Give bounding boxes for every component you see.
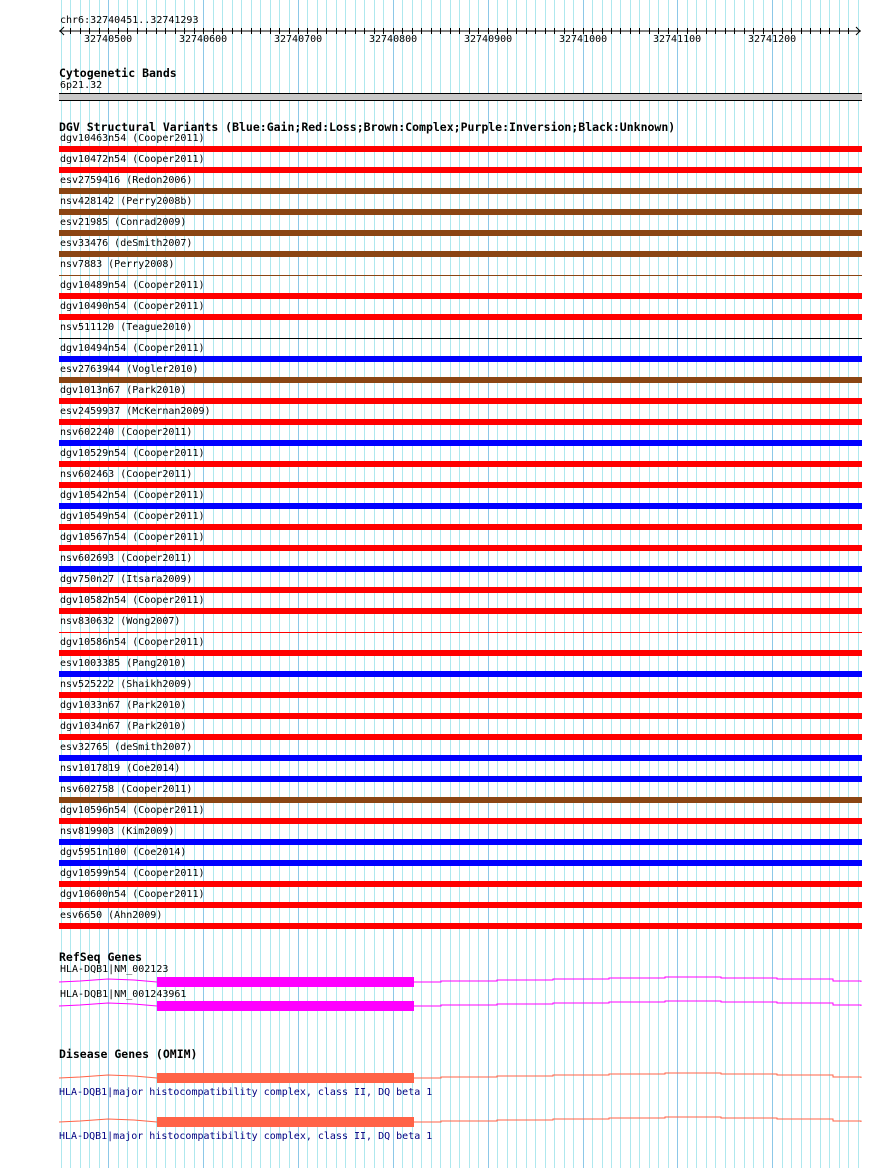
- variant-label[interactable]: esv2759416 (Redon2006): [60, 175, 193, 186]
- variant-label[interactable]: dgv750n27 (Itsara2009): [60, 574, 193, 585]
- variant-label[interactable]: dgv10549n54 (Cooper2011): [60, 511, 205, 522]
- omim-gene-label[interactable]: HLA-DQB1|major histocompatibility complex, class II, DQ beta 1: [59, 1131, 433, 1142]
- ruler-tick-label: 32740500: [84, 34, 133, 45]
- gene-model[interactable]: [59, 1001, 861, 1011]
- variant-label[interactable]: esv6650 (Ahn2009): [60, 910, 163, 921]
- gene-model[interactable]: [59, 1117, 861, 1127]
- variant-label[interactable]: dgv10489n54 (Cooper2011): [60, 280, 205, 291]
- variant-label[interactable]: dgv10490n54 (Cooper2011): [60, 301, 205, 312]
- refseq-gene-label[interactable]: HLA-DQB1|NM_002123: [60, 964, 169, 975]
- intron-line: [59, 1075, 157, 1078]
- omim-track-title: Disease Genes (OMIM): [59, 1047, 198, 1061]
- exon-block: [157, 977, 414, 987]
- variant-label[interactable]: dgv10596n54 (Cooper2011): [60, 805, 205, 816]
- ruler-tick-label: 32741100: [653, 34, 702, 45]
- variant-label[interactable]: nsv1017819 (Coe2014): [60, 763, 181, 774]
- variant-label[interactable]: esv2763944 (Vogler2010): [60, 364, 199, 375]
- intron-line: [59, 979, 157, 982]
- intron-line: [414, 1117, 861, 1122]
- exon-block: [157, 1073, 414, 1083]
- intron-line: [59, 1119, 157, 1122]
- variant-label[interactable]: esv33476 (deSmith2007): [60, 238, 193, 249]
- variant-label[interactable]: dgv1013n67 (Park2010): [60, 385, 187, 396]
- intron-line: [414, 1073, 861, 1078]
- ruler-tick-label: 32740800: [369, 34, 418, 45]
- variant-label[interactable]: nsv602693 (Cooper2011): [60, 553, 193, 564]
- refseq-track-title: RefSeq Genes: [59, 950, 143, 964]
- variant-label[interactable]: nsv830632 (Wong2007): [60, 616, 181, 627]
- variant-label[interactable]: dgv10600n54 (Cooper2011): [60, 889, 205, 900]
- variant-label[interactable]: dgv10586n54 (Cooper2011): [60, 637, 205, 648]
- intron-line: [59, 1003, 157, 1006]
- gene-model[interactable]: [59, 977, 861, 987]
- variant-label[interactable]: nsv7883 (Perry2008): [60, 259, 175, 270]
- ruler-tick-label: 32740900: [464, 34, 513, 45]
- variant-label[interactable]: dgv10529n54 (Cooper2011): [60, 448, 205, 459]
- variant-label[interactable]: esv32765 (deSmith2007): [60, 742, 193, 753]
- variant-label[interactable]: nsv602758 (Cooper2011): [60, 784, 193, 795]
- location-label: chr6:32740451..32741293: [60, 15, 199, 26]
- variant-label[interactable]: dgv10567n54 (Cooper2011): [60, 532, 205, 543]
- variant-label[interactable]: dgv10542n54 (Cooper2011): [60, 490, 205, 501]
- omim-gene-label[interactable]: HLA-DQB1|major histocompatibility complex, class II, DQ beta 1: [59, 1087, 433, 1098]
- refseq-gene-label[interactable]: HLA-DQB1|NM_001243961: [60, 989, 187, 1000]
- intron-line: [414, 1001, 861, 1006]
- ruler-tick-label: 32740600: [179, 34, 228, 45]
- ruler-tick-label: 32740700: [274, 34, 323, 45]
- exon-block: [157, 1001, 414, 1011]
- variant-label[interactable]: dgv10582n54 (Cooper2011): [60, 595, 205, 606]
- variant-label[interactable]: nsv602240 (Cooper2011): [60, 427, 193, 438]
- variant-label[interactable]: dgv10472n54 (Cooper2011): [60, 154, 205, 165]
- variant-label[interactable]: nsv602463 (Cooper2011): [60, 469, 193, 480]
- cytoband-label: 6p21.32: [60, 80, 103, 91]
- variant-label[interactable]: dgv10494n54 (Cooper2011): [60, 343, 205, 354]
- cytoband-track-title: Cytogenetic Bands: [59, 66, 177, 80]
- variant-label[interactable]: dgv1033n67 (Park2010): [60, 700, 187, 711]
- variant-label[interactable]: nsv511120 (Teague2010): [60, 322, 193, 333]
- dgv-track-title: DGV Structural Variants (Blue:Gain;Red:Loss;Brown:Complex;Purple:Inversion;Black:Unknown): [59, 120, 676, 134]
- variant-label[interactable]: dgv10463n54 (Cooper2011): [60, 133, 205, 144]
- ruler-tick-label: 32741200: [748, 34, 797, 45]
- exon-block: [157, 1117, 414, 1127]
- gene-model[interactable]: [59, 1073, 861, 1083]
- variant-label[interactable]: nsv525222 (Shaikh2009): [60, 679, 193, 690]
- ruler-tick-label: 32741000: [559, 34, 608, 45]
- variant-label[interactable]: esv1003385 (Pang2010): [60, 658, 187, 669]
- intron-line: [414, 977, 861, 982]
- variant-label[interactable]: dgv1034n67 (Park2010): [60, 721, 187, 732]
- variant-label[interactable]: nsv428142 (Perry2008b): [60, 196, 193, 207]
- variant-label[interactable]: esv2459937 (McKernan2009): [60, 406, 211, 417]
- variant-label[interactable]: dgv5951n100 (Coe2014): [60, 847, 187, 858]
- variant-label[interactable]: dgv10599n54 (Cooper2011): [60, 868, 205, 879]
- variant-label[interactable]: esv21985 (Conrad2009): [60, 217, 187, 228]
- variant-label[interactable]: nsv819903 (Kim2009): [60, 826, 175, 837]
